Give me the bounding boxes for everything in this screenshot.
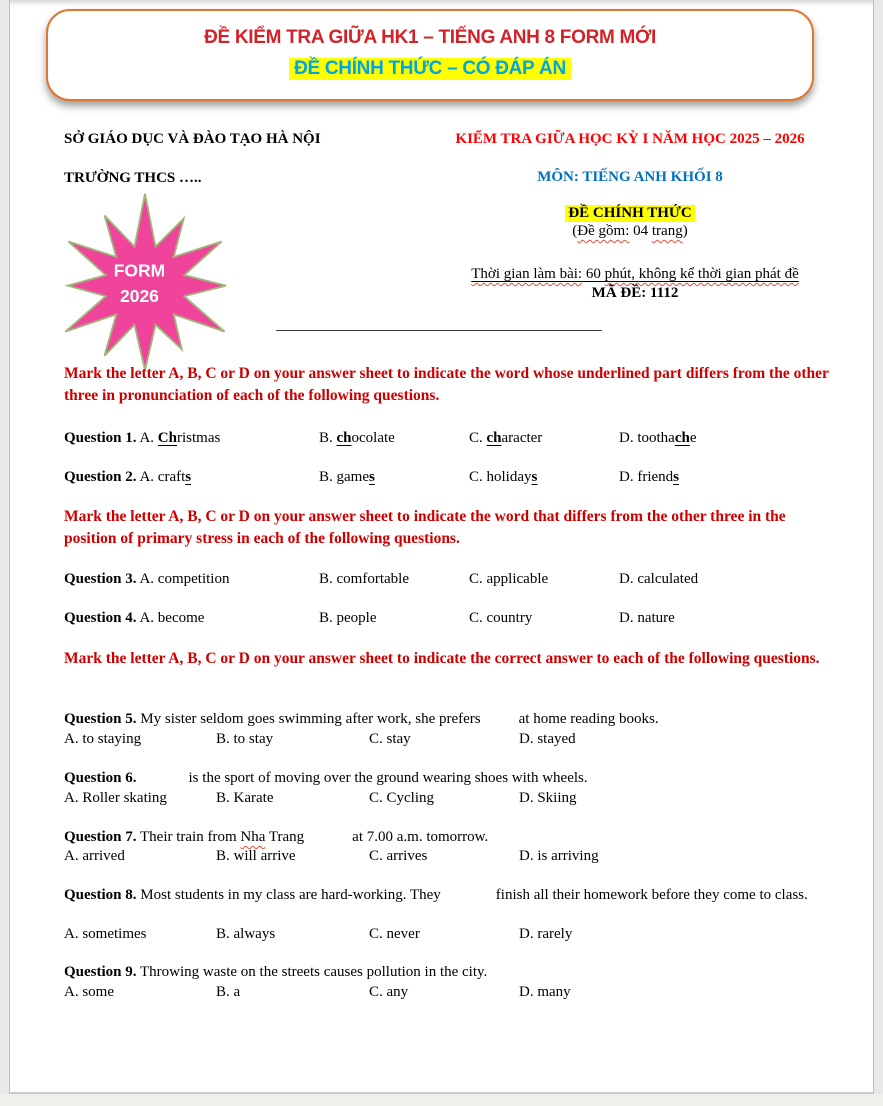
option-letter: C.: [469, 469, 483, 485]
answer-blank: [481, 722, 519, 723]
question-7-option-b: B. will arrive: [216, 848, 296, 864]
instruction-correct-answer: Mark the letter A, B, C or D on your answer sheet to indicate the correct answer to each of the following questions.: [64, 650, 820, 667]
question-1-option-c: C. character: [469, 430, 543, 446]
option-letter: C.: [369, 984, 383, 1000]
question-4-option-a: Question 4. A. become: [64, 610, 205, 626]
question-4-option-d: D. nature: [619, 610, 675, 626]
question-6-option-b: B. Karate: [216, 790, 274, 806]
question-5-option-d: D. stayed: [519, 731, 576, 747]
question-7-option-d: D. is arriving: [519, 848, 599, 864]
question-9-stem: Question 9. Throwing waste on the streets causes pollution in the city.: [64, 964, 488, 980]
option-letter: A.: [139, 610, 155, 626]
underlined-part: ch: [674, 430, 690, 446]
question-5-option-b: B. to stay: [216, 731, 274, 747]
pages-note-close: ): [682, 223, 688, 239]
option-letter: D.: [519, 926, 534, 942]
pages-note: [410, 223, 850, 240]
question-2-option-b: B. games: [319, 469, 375, 485]
option-letter: A.: [64, 731, 79, 747]
option-letter: A.: [64, 790, 79, 806]
question-label: Question 4.: [64, 610, 137, 626]
banner-title: ĐỀ KIỂM TRA GIỮA HK1 – TIẾNG ANH 8 FORM MỚI: [204, 27, 656, 48]
window-bottom-strip: [0, 1094, 883, 1106]
question-row-2: [64, 468, 832, 486]
question-3-option-d: D. calculated: [619, 571, 699, 587]
option-letter: A.: [139, 430, 155, 446]
question-row-1: [64, 429, 832, 447]
option-letter: B.: [319, 610, 333, 626]
option-letter: C.: [369, 790, 383, 806]
answer-blank: [441, 898, 496, 899]
question-label: Question 5.: [64, 711, 137, 727]
question-6-options: [64, 789, 832, 807]
underlined-part: s: [369, 469, 375, 485]
question-5-stem: Question 5. My sister seldom goes swimming after work, she prefers at home reading books.: [64, 711, 659, 727]
pages-note-part: trang: [651, 223, 683, 239]
question-9-option-b: B. a: [216, 984, 241, 1000]
question-label: Question 9.: [64, 964, 137, 980]
question-2-option-d: D. friends: [619, 469, 680, 485]
option-letter: B.: [216, 848, 230, 864]
question-8-option-d: D. rarely: [519, 926, 573, 942]
option-letter: A.: [139, 469, 155, 485]
option-letter: B.: [319, 469, 333, 485]
option-letter: D.: [519, 790, 534, 806]
instruction-pronunciation: Mark the letter A, B, C or D on your answer sheet to indicate the word whose underlined part differs from the other three in pronunciation of each of the following questions.: [64, 365, 829, 404]
form-2026-badge: [36, 190, 254, 374]
option-letter: B.: [319, 430, 333, 446]
option-letter: D.: [619, 430, 634, 446]
department-name: SỞ GIÁO DỤC VÀ ĐÀO TẠO HÀ NỘI: [64, 131, 321, 147]
question-5-option-a: A. to staying: [64, 731, 142, 747]
question-3-option-b: B. comfortable: [319, 571, 409, 587]
question-4-option-b: B. people: [319, 610, 377, 626]
exam-header: [410, 131, 850, 240]
duration-part: Thời gian làm bài:: [471, 266, 583, 282]
underlined-part: ch: [336, 430, 352, 446]
question-9-option-a: A. some: [64, 984, 115, 1000]
question-3-option-c: C. applicable: [469, 571, 549, 587]
option-letter: C.: [369, 926, 383, 942]
question-1-option-a: Question 1. A. Christmas: [64, 430, 221, 446]
duration-line: [410, 266, 860, 283]
question-8-option-b: B. always: [216, 926, 276, 942]
option-letter: C.: [469, 571, 483, 587]
question-1-option-b: B. chocolate: [319, 430, 395, 446]
duration-part: phút, không kể thời gian phát đề: [604, 266, 799, 282]
official-exam-label: ĐỀ CHÍNH THỨC: [565, 205, 694, 222]
question-7-option-c: C. arrives: [369, 848, 428, 864]
question-2-option-a: Question 2. A. crafts: [64, 469, 192, 485]
question-8-option-a: A. sometimes: [64, 926, 147, 942]
underlined-part: s: [531, 469, 538, 485]
instruction-stress: Mark the letter A, B, C or D on your answer sheet to indicate the word that differs from the other three in the position of primary stress in each of the following questions.: [64, 508, 786, 547]
question-2-option-c: C. holidays: [469, 469, 538, 485]
option-letter: B.: [216, 984, 230, 1000]
question-label: Question 3.: [64, 571, 137, 587]
question-3-option-a: Question 3. A. competition: [64, 571, 230, 587]
option-letter: A.: [64, 984, 79, 1000]
header-divider: [276, 330, 602, 331]
question-row-3: [64, 570, 832, 588]
question-8-option-c: C. never: [369, 926, 420, 942]
option-letter: A.: [64, 926, 79, 942]
option-letter: D.: [519, 731, 534, 747]
title-banner: [46, 9, 814, 101]
page-top-shade: [10, 0, 873, 6]
option-letter: D.: [519, 848, 534, 864]
option-letter: D.: [519, 984, 534, 1000]
exam-code: MÃ ĐỀ: 1112: [591, 285, 679, 301]
underlined-part: ch: [486, 430, 502, 446]
option-letter: A.: [139, 571, 155, 587]
answer-blank: [304, 840, 352, 841]
answer-blank: [137, 781, 189, 782]
option-letter: B.: [216, 731, 230, 747]
banner-subtitle: ĐỀ CHÍNH THỨC – CÓ ĐÁP ÁN: [289, 58, 571, 80]
question-6-option-c: C. Cycling: [369, 790, 435, 806]
question-7-options: [64, 847, 832, 865]
question-9-option-c: C. any: [369, 984, 409, 1000]
question-5-option-c: C. stay: [369, 731, 411, 747]
question-label: Question 1.: [64, 430, 137, 446]
question-label: Question 7.: [64, 829, 137, 845]
question-7-option-a: A. arrived: [64, 848, 125, 864]
question-9-option-d: D. many: [519, 984, 571, 1000]
duration-minutes: 60: [582, 266, 605, 282]
underlined-part: s: [673, 469, 680, 485]
school-header: [64, 131, 321, 187]
question-1-option-d: D. toothache: [619, 430, 697, 446]
question-9-options: [64, 983, 832, 1001]
option-letter: B.: [216, 926, 230, 942]
question-6-option-a: A. Roller skating: [64, 790, 167, 806]
starburst-shape: [65, 194, 226, 371]
option-letter: B.: [319, 571, 333, 587]
question-8-stem: Question 8. Most students in my class are hard-working. They finish all their homework before they come to class.: [64, 887, 808, 903]
option-letter: C.: [469, 610, 483, 626]
question-label: Question 8.: [64, 887, 137, 903]
option-letter: C.: [369, 731, 383, 747]
question-8-options: [64, 925, 832, 943]
option-letter: C.: [369, 848, 383, 864]
pages-note-count: 04: [629, 223, 652, 239]
question-5-options: [64, 730, 832, 748]
misspelled-word: Nha: [240, 829, 266, 845]
option-letter: C.: [469, 430, 483, 446]
underlined-part: s: [185, 469, 192, 485]
question-7-stem: Question 7. Their train from Nha Trang at 7.00 a.m. tomorrow.: [64, 829, 489, 845]
exam-subject: MÔN: TIẾNG ANH KHỐI 8: [537, 169, 723, 185]
option-letter: B.: [216, 790, 230, 806]
question-label: Question 6.: [64, 770, 137, 786]
question-6-option-d: D. Skiing: [519, 790, 577, 806]
badge-line2: 2026: [120, 286, 159, 307]
question-4-option-c: C. country: [469, 610, 533, 626]
question-label: Question 2.: [64, 469, 137, 485]
school-name: TRƯỜNG THCS …..: [64, 170, 202, 186]
option-letter: A.: [64, 848, 79, 864]
pages-note-open: (: [572, 223, 578, 239]
badge-line1: FORM: [113, 260, 166, 281]
option-letter: D.: [619, 610, 634, 626]
paper-sheet: [9, 0, 874, 1094]
option-letter: D.: [619, 571, 634, 587]
question-row-4: [64, 609, 832, 627]
question-6-stem: Question 6. is the sport of moving over the ground wearing shoes with wheels.: [64, 770, 588, 786]
exam-title: KIỂM TRA GIỮA HỌC KỲ I NĂM HỌC 2025 – 2026: [455, 131, 805, 147]
option-letter: D.: [619, 469, 634, 485]
underlined-part: Ch: [157, 430, 177, 446]
pages-note-part: Đề gồm:: [577, 223, 630, 239]
